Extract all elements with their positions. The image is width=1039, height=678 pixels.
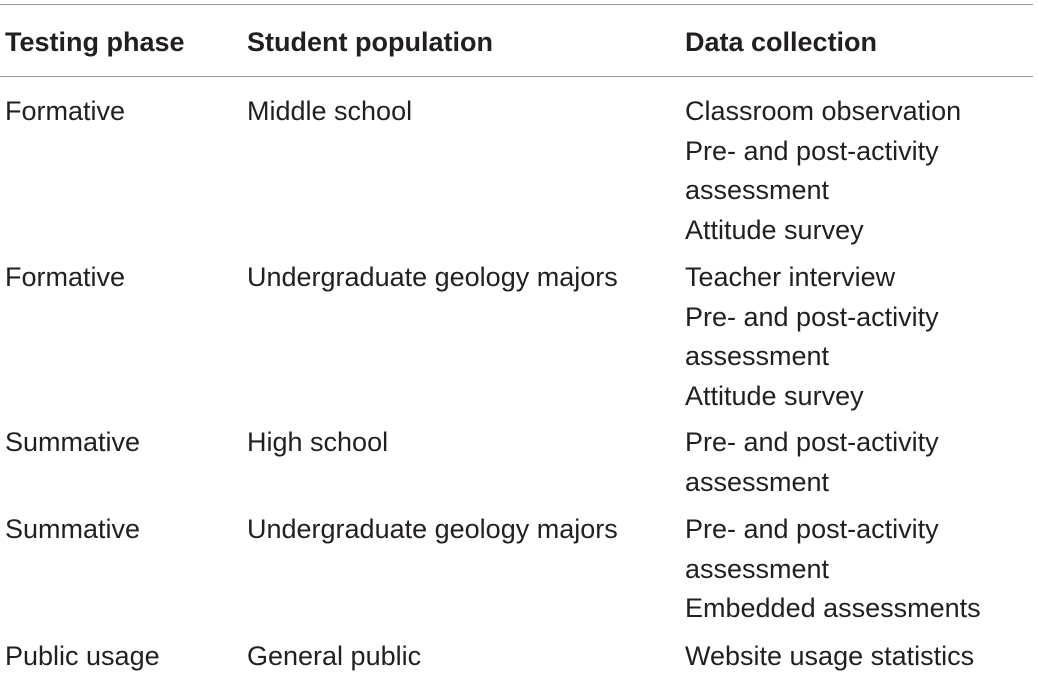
header-student-population: Student population bbox=[247, 27, 493, 57]
row-3-data-collection bbox=[685, 423, 939, 502]
row-2-population: Undergraduate geology majors bbox=[247, 262, 618, 292]
row-5-phase: Public usage bbox=[5, 641, 160, 671]
row-3-population: High school bbox=[247, 427, 389, 457]
row-2-data-line-2: Pre- and post-activity bbox=[685, 301, 939, 332]
row-1-data-line-4: Attitude survey bbox=[685, 214, 864, 245]
row-5-data-line-1: Website usage statistics bbox=[685, 641, 975, 671]
row-3-phase: Summative bbox=[5, 427, 141, 457]
row-2-data-collection bbox=[685, 258, 939, 416]
header-testing-phase: Testing phase bbox=[5, 27, 185, 57]
row-4-data-collection bbox=[685, 510, 981, 629]
row-2-data-line-1: Teacher interview bbox=[685, 262, 896, 292]
row-1-data-collection bbox=[685, 92, 961, 250]
row-4-data-line-2: assessment bbox=[685, 553, 830, 584]
row-2-phase: Formative bbox=[5, 262, 126, 292]
table-top-rule bbox=[0, 4, 1033, 5]
row-1-phase: Formative bbox=[5, 96, 126, 126]
row-5-data-collection bbox=[685, 637, 974, 677]
row-4-data-line-3: Embedded assessments bbox=[685, 593, 981, 623]
row-3-data-line-2: assessment bbox=[685, 466, 830, 497]
header-data-collection: Data collection bbox=[685, 27, 878, 57]
row-5-population: General public bbox=[247, 641, 422, 671]
row-4-population: Undergraduate geology majors bbox=[247, 514, 618, 544]
row-1-data-line-3: assessment bbox=[685, 175, 830, 205]
row-1-population: Middle school bbox=[247, 96, 413, 126]
row-2-data-line-3: assessment bbox=[685, 341, 830, 371]
row-1-data-line-1: Classroom observation bbox=[685, 96, 962, 126]
row-3-data-line-1: Pre- and post-activity bbox=[685, 427, 939, 457]
row-2-data-line-4: Attitude survey bbox=[685, 380, 864, 411]
header-rule bbox=[0, 76, 1033, 77]
row-1-data-line-2: Pre- and post-activity bbox=[685, 135, 939, 166]
row-4-data-line-1: Pre- and post-activity bbox=[685, 514, 939, 544]
row-4-phase: Summative bbox=[5, 514, 141, 544]
